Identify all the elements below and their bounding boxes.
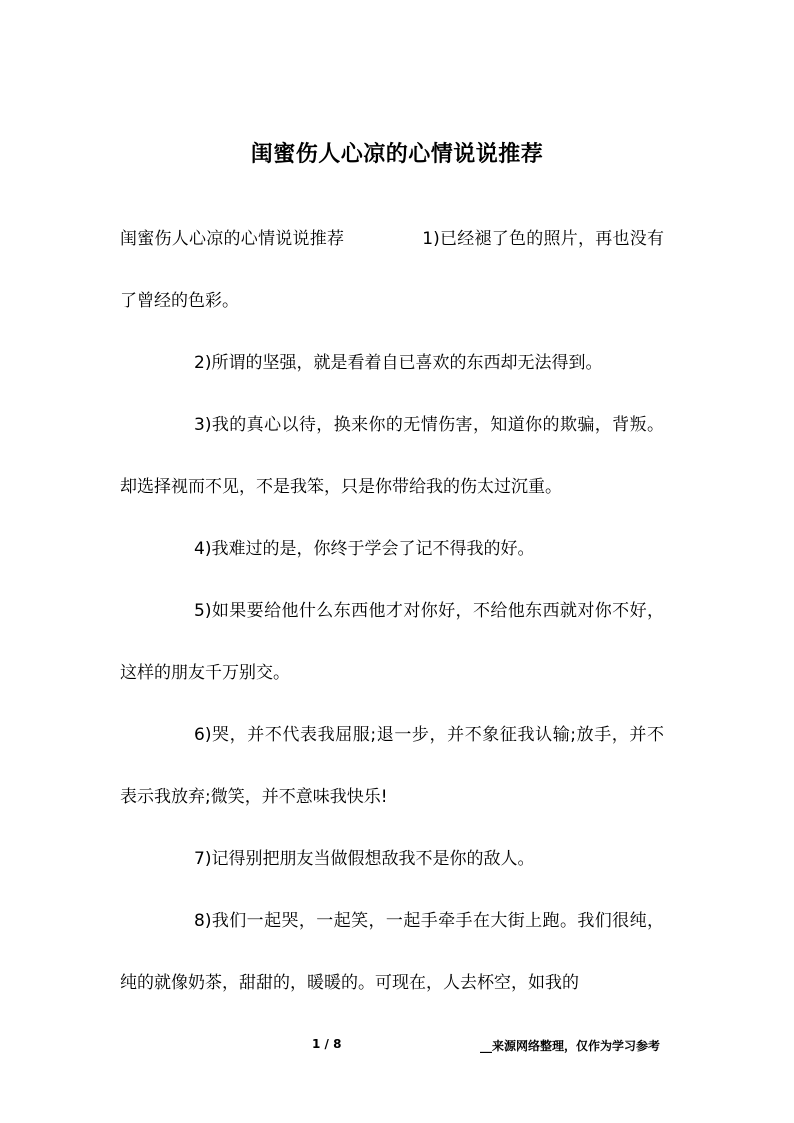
page-number: 1 / 8 [312,1037,342,1051]
document-body [120,208,664,1014]
paragraph-1-text: 1)已经褪了色的照片，再也没有了曾经的色彩。 [120,229,665,311]
paragraph-3: 3)我的真心以待，换来你的无情伤害，知道你的欺骗，背叛。却选择视而不见，不是我笨，只是你带给我的伤太过沉重。 [120,415,664,497]
page-footer [0,1037,794,1057]
paragraph-1 [120,208,664,332]
intro-heading: 闺蜜伤人心凉的心情说说推荐 [120,229,345,249]
paragraph-5: 5)如果要给他什么东西他才对你好，不给他东西就对你不好，这样的朋友千万别交。 [120,601,664,683]
paragraph-8: 8)我们一起哭，一起笑，一起手牵手在大街上跑。我们很纯，纯的就像奶茶，甜甜的，暖暖的。可现在，人去杯空，如我的 [120,911,664,993]
paragraph-4: 4)我难过的是，你终于学会了记不得我的好。 [194,539,535,559]
paragraph-2: 2)所谓的坚强，就是看着自已喜欢的东西却无法得到。 [194,353,603,373]
document-title: 闺蜜伤人心凉的心情说说推荐 [250,141,544,167]
footer-source-note: __来源网络整理，仅作为学习参考 [480,1039,661,1053]
paragraph-6: 6)哭，并不代表我屈服;退一步，并不象征我认输;放手，并不表示我放弃;微笑，并不意味我快乐! [120,725,664,807]
paragraph-7: 7)记得别把朋友当做假想敌我不是你的敌人。 [194,849,535,869]
